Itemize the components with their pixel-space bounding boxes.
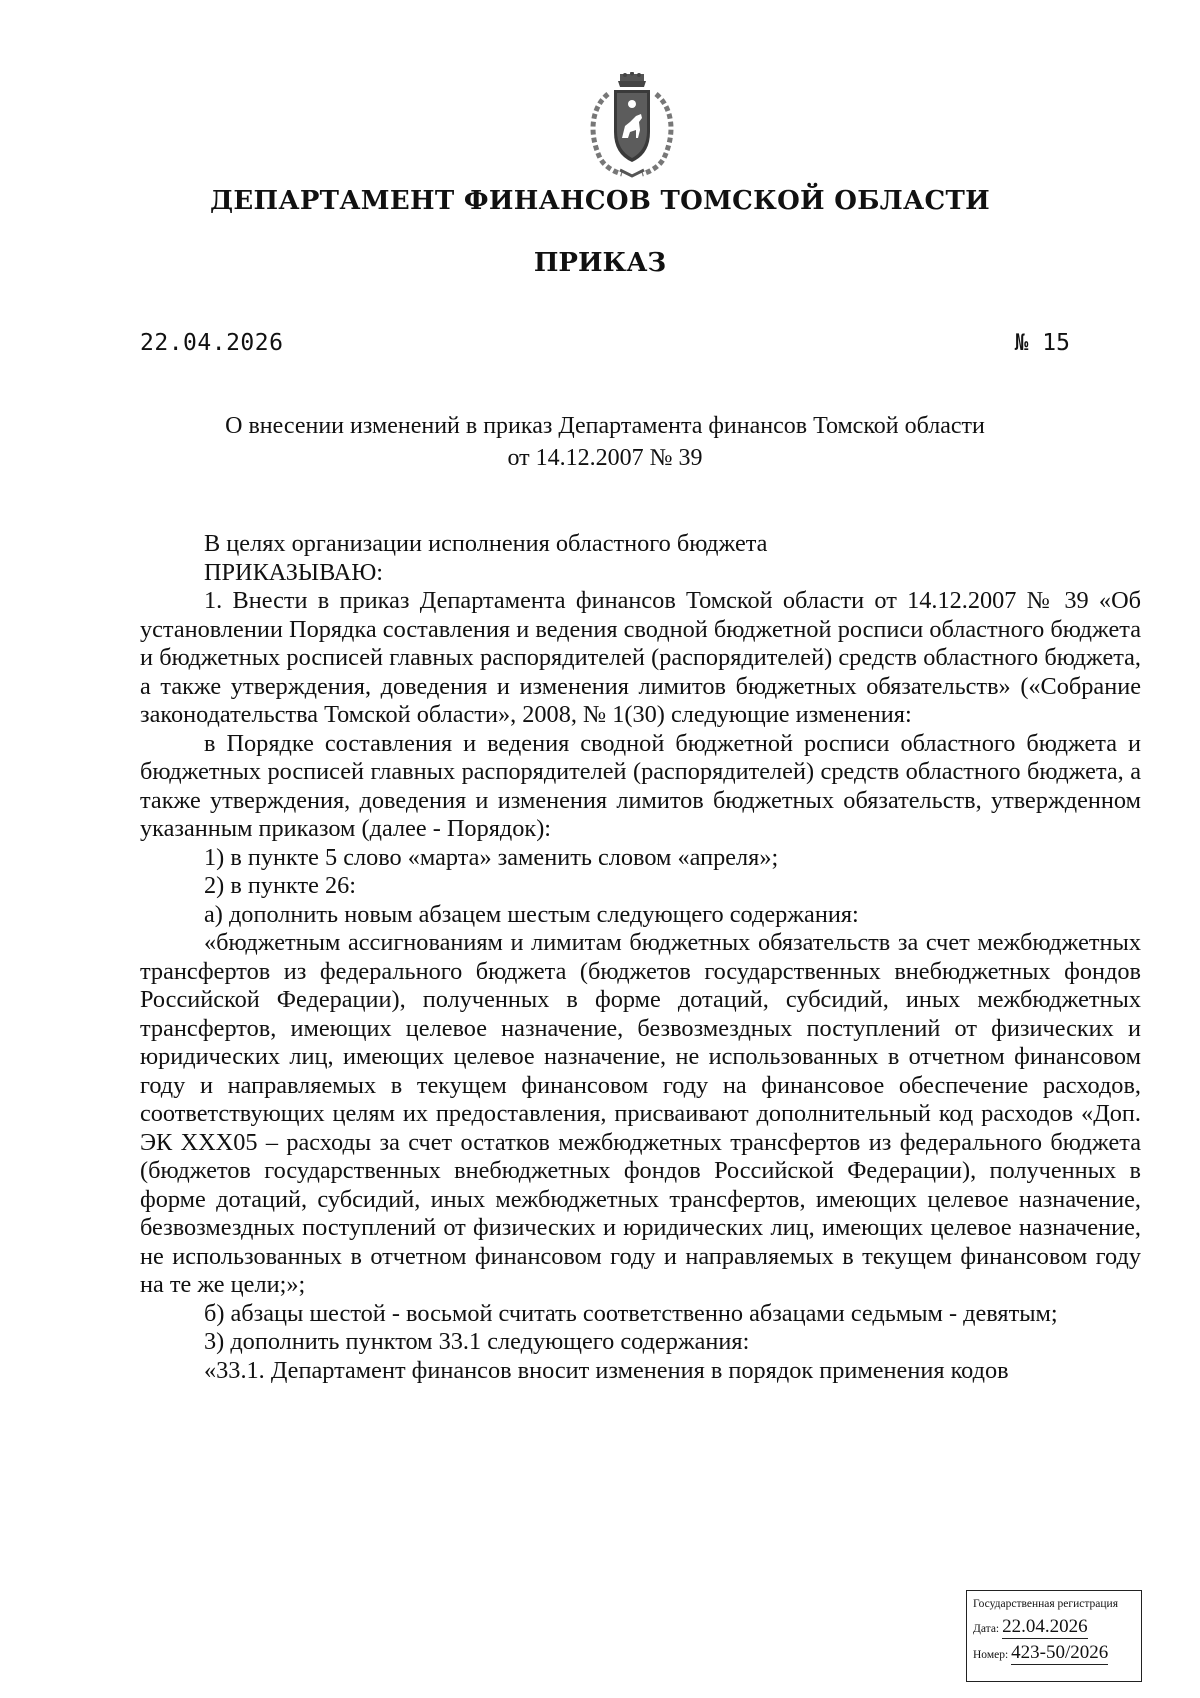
registration-date-label: Дата:: [973, 1623, 1000, 1635]
body-paragraph: а) дополнить новым абзацем шестым следующего содержания:: [204, 900, 859, 928]
document-type: ПРИКАЗ: [533, 248, 667, 278]
subject-line: от 14.12.2007 № 39: [507, 445, 703, 471]
tomsk-region-coat-of-arms-icon: [570, 72, 694, 178]
registration-number-value: 423-50/2026: [1011, 1642, 1109, 1663]
order-subject: [140, 410, 1070, 474]
subject-line: О внесении изменений в приказ Департамента финансов Томской области: [225, 413, 985, 439]
order-date: 22.04.2026: [140, 330, 284, 356]
order-body: [140, 530, 1141, 1385]
body-paragraph: ПРИКАЗЫВАЮ:: [204, 558, 384, 586]
registration-stamp: [966, 1590, 1142, 1682]
registration-date-value: 22.04.2026: [1002, 1616, 1088, 1637]
body-paragraph: 3) дополнить пунктом 33.1 следующего содержания:: [204, 1328, 750, 1355]
registration-date-row: [973, 1616, 1135, 1639]
registration-number-row: [973, 1642, 1135, 1665]
registration-number-label: Номер:: [973, 1649, 1009, 1661]
body-paragraph: в Порядке составления и ведения сводной бюджетной росписи областного бюджета и бюджетных росписей главных распорядителей (распорядителей) средств областного бюджета, а также утверждения, доведения и изменения лимитов бюджетных обязательств, утвержденном указанным приказом (далее - Порядок):: [140, 729, 1141, 842]
body-paragraph: «бюджетным ассигнованиям и лимитам бюджетных обязательств за счет межбюджетных трансфертов из федерального бюджета (бюджетов государственных внебюджетных фондов Российской Федерации), полученных в форме дотаций, субсидий, иных межбюджетных трансфертов, имеющих целевое назначение, безвозмездных поступлений от физических и юридических лиц, имеющих целевое назначение, не использованных в отчетном финансовом году и направляемых в текущем финансовом году на финансовое обеспечение расходов, соответствующих целям их предоставления, присваивают дополнительный код расходов «Доп. ЭК XXX05 – расходы за счет остатков межбюджетных трансфертов из федерального бюджета (бюджетов государственных внебюджетных фондов Российской Федерации), полученных в форме дотаций, субсидий, иных межбюджетных трансфертов, имеющих целевое назначение, безвозмездных поступлений от физических и юридических лиц, имеющих целевое назначение, не использованных в отчетном финансовом году и направляемых в текущем финансовом году на те же цели;»;: [140, 929, 1141, 1298]
department-name: ДЕПАРТАМЕНТ ФИНАНСОВ ТОМСКОЙ ОБЛАСТИ: [209, 186, 991, 216]
order-number: № 15: [1014, 330, 1070, 356]
body-paragraph: В целях организации исполнения областного бюджета: [204, 530, 768, 557]
body-paragraph: 2) в пункте 26:: [204, 872, 357, 899]
body-paragraph: б) абзацы шестой - восьмой считать соответственно абзацами седьмым - девятым;: [204, 1299, 1058, 1327]
body-paragraph: 1) в пункте 5 слово «марта» заменить словом «апреля»;: [204, 843, 779, 871]
body-paragraph: «33.1. Департамент финансов вносит изменения в порядок применения кодов: [204, 1356, 1009, 1384]
registration-title: Государственная регистрация: [973, 1598, 1118, 1610]
body-paragraph: 1. Внести в приказ Департамента финансов Томской области от 14.12.2007 № 39 «Об установлении Порядка составления и ведения сводной бюджетной росписи областного бюджета и бюджетных росписей главных распорядителей (распорядителей) средств областного бюджета, а также утверждения, доведения и изменения лимитов бюджетных обязательств» («Собрание законодательства Томской области», 2008, № 1(30) следующие изменения:: [140, 587, 1141, 728]
